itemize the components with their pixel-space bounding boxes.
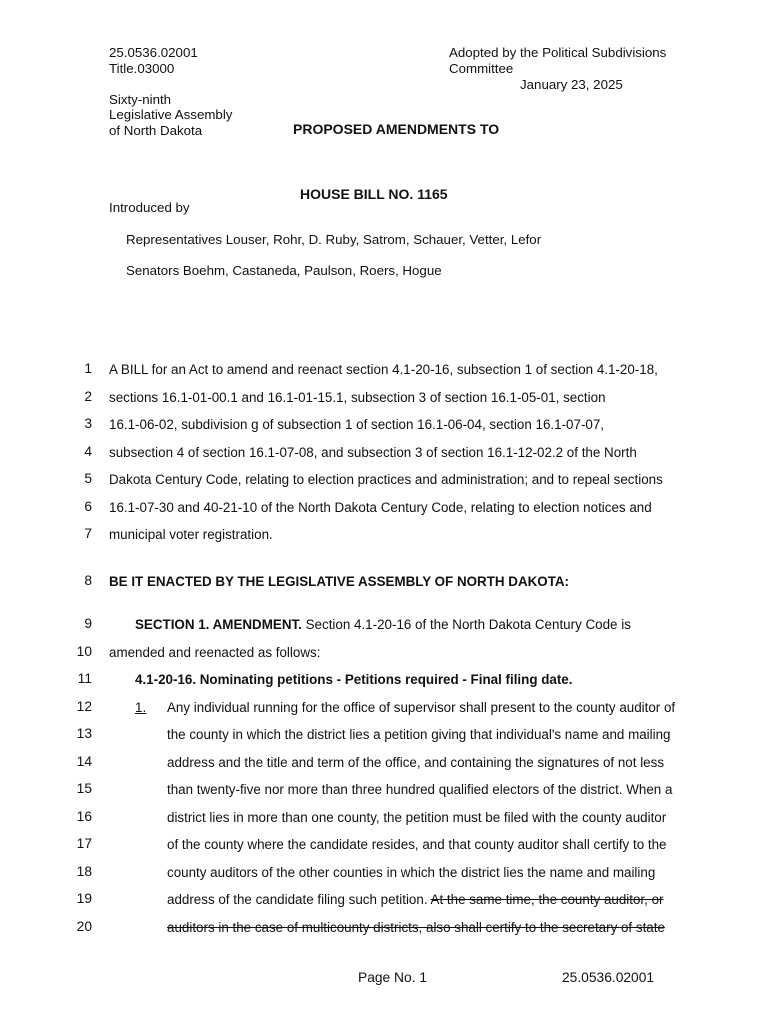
line-text: 16.1-07-30 and 40-21-10 of the North Dakota Century Code, relating to election notices and <box>109 500 652 515</box>
section-heading-line <box>135 617 631 632</box>
line-number: 7 <box>84 526 92 541</box>
line-text: address of the candidate filing such petition. <box>167 892 431 907</box>
line-number: 10 <box>76 644 92 659</box>
title-proposed-amendments: PROPOSED AMENDMENTS TO <box>293 121 500 137</box>
line-text: district lies in more than one county, the petition must be filed with the county auditor <box>167 810 667 825</box>
line-text: amended and reenacted as follows: <box>109 645 321 660</box>
introduced-by-label: Introduced by <box>109 200 190 215</box>
statute-heading: 4.1-20-16. Nominating petitions - Petitions required - Final filing date. <box>135 672 573 687</box>
doc-number: 25.0536.02001 <box>109 45 198 60</box>
line-number: 17 <box>76 836 92 851</box>
line-number: 5 <box>84 471 92 486</box>
line-text: than twenty-five nor more than three hundred qualified electors of the district. When a <box>167 782 673 797</box>
line-number: 16 <box>76 809 92 824</box>
line-number: 20 <box>76 919 92 934</box>
line-text: Dakota Century Code, relating to election practices and administration; and to repeal sections <box>109 472 663 487</box>
line-number: 11 <box>77 671 92 686</box>
line-text: Any individual running for the office of supervisor shall present to the county auditor of <box>167 700 676 715</box>
page-number: Page No. 1 <box>358 970 428 985</box>
line-text: sections 16.1-01-00.1 and 16.1-01-15.1, subsection 3 of section 16.1-05-01, section <box>109 390 606 405</box>
struck-text: At the same time, the county auditor, or <box>430 892 664 907</box>
line-number: 4 <box>84 444 92 459</box>
line-text: county auditors of the other counties in which the district lies the name and mailing <box>167 865 656 880</box>
legislature-line2: Legislative Assembly <box>109 107 233 122</box>
senators: Senators Boehm, Castaneda, Paulson, Roers, Hogue <box>126 263 442 278</box>
line-number: 12 <box>76 699 92 714</box>
line-number: 13 <box>76 726 92 741</box>
line-text: subsection 4 of section 16.1-07-08, and subsection 3 of section 16.1-12-02.2 of the North <box>109 445 637 460</box>
line-text: address and the title and term of the office, and containing the signatures of not less <box>167 755 665 770</box>
line-number: 3 <box>84 416 92 431</box>
line-text: 16.1-06-02, subdivision g of subsection 1 of section 16.1-06-04, section 16.1-07-07, <box>109 417 605 432</box>
enacting-clause: BE IT ENACTED BY THE LEGISLATIVE ASSEMBLY OF NORTH DAKOTA: <box>109 574 570 589</box>
line-text: the county in which the district lies a petition giving that individual's name and mailing <box>167 727 671 742</box>
section-amendment-text: Section 4.1-20-16 of the North Dakota Century Code is <box>301 617 631 632</box>
line-text: municipal voter registration. <box>109 527 273 542</box>
line-number: 2 <box>84 389 92 404</box>
line-number: 19 <box>76 891 92 906</box>
line-text-mixed <box>167 892 664 907</box>
line-number: 15 <box>76 781 92 796</box>
line-text: of the county where the candidate resides, and that county auditor shall certify to the <box>167 837 667 852</box>
line-number: 6 <box>84 499 92 514</box>
line-number: 18 <box>76 864 92 879</box>
struck-text: auditors in the case of multicounty districts, also shall certify to the secretary of state <box>167 920 665 935</box>
subsection-marker: 1. <box>135 700 147 715</box>
line-text: A BILL for an Act to amend and reenact section 4.1-20-16, subsection 1 of section 4.1-20-18, <box>109 362 658 377</box>
title-code: Title.03000 <box>109 61 175 76</box>
line-number: 14 <box>76 754 92 769</box>
adopted-date: January 23, 2025 <box>520 77 623 92</box>
line-number: 9 <box>84 616 92 631</box>
line-number: 8 <box>84 573 92 588</box>
adopted-by-line2: Committee <box>449 61 514 76</box>
legislature-line1: Sixty-ninth <box>109 92 172 107</box>
adopted-by-line1: Adopted by the Political Subdivisions <box>449 45 667 60</box>
section-amendment-label: SECTION 1. AMENDMENT. <box>135 617 302 632</box>
legislature-line3: of North Dakota <box>109 123 203 138</box>
footer-doc-number: 25.0536.02001 <box>562 970 655 985</box>
representatives: Representatives Louser, Rohr, D. Ruby, Satrom, Schauer, Vetter, Lefor <box>126 232 542 247</box>
line-number: 1 <box>84 361 92 376</box>
title-house-bill: HOUSE BILL NO. 1165 <box>300 186 448 202</box>
